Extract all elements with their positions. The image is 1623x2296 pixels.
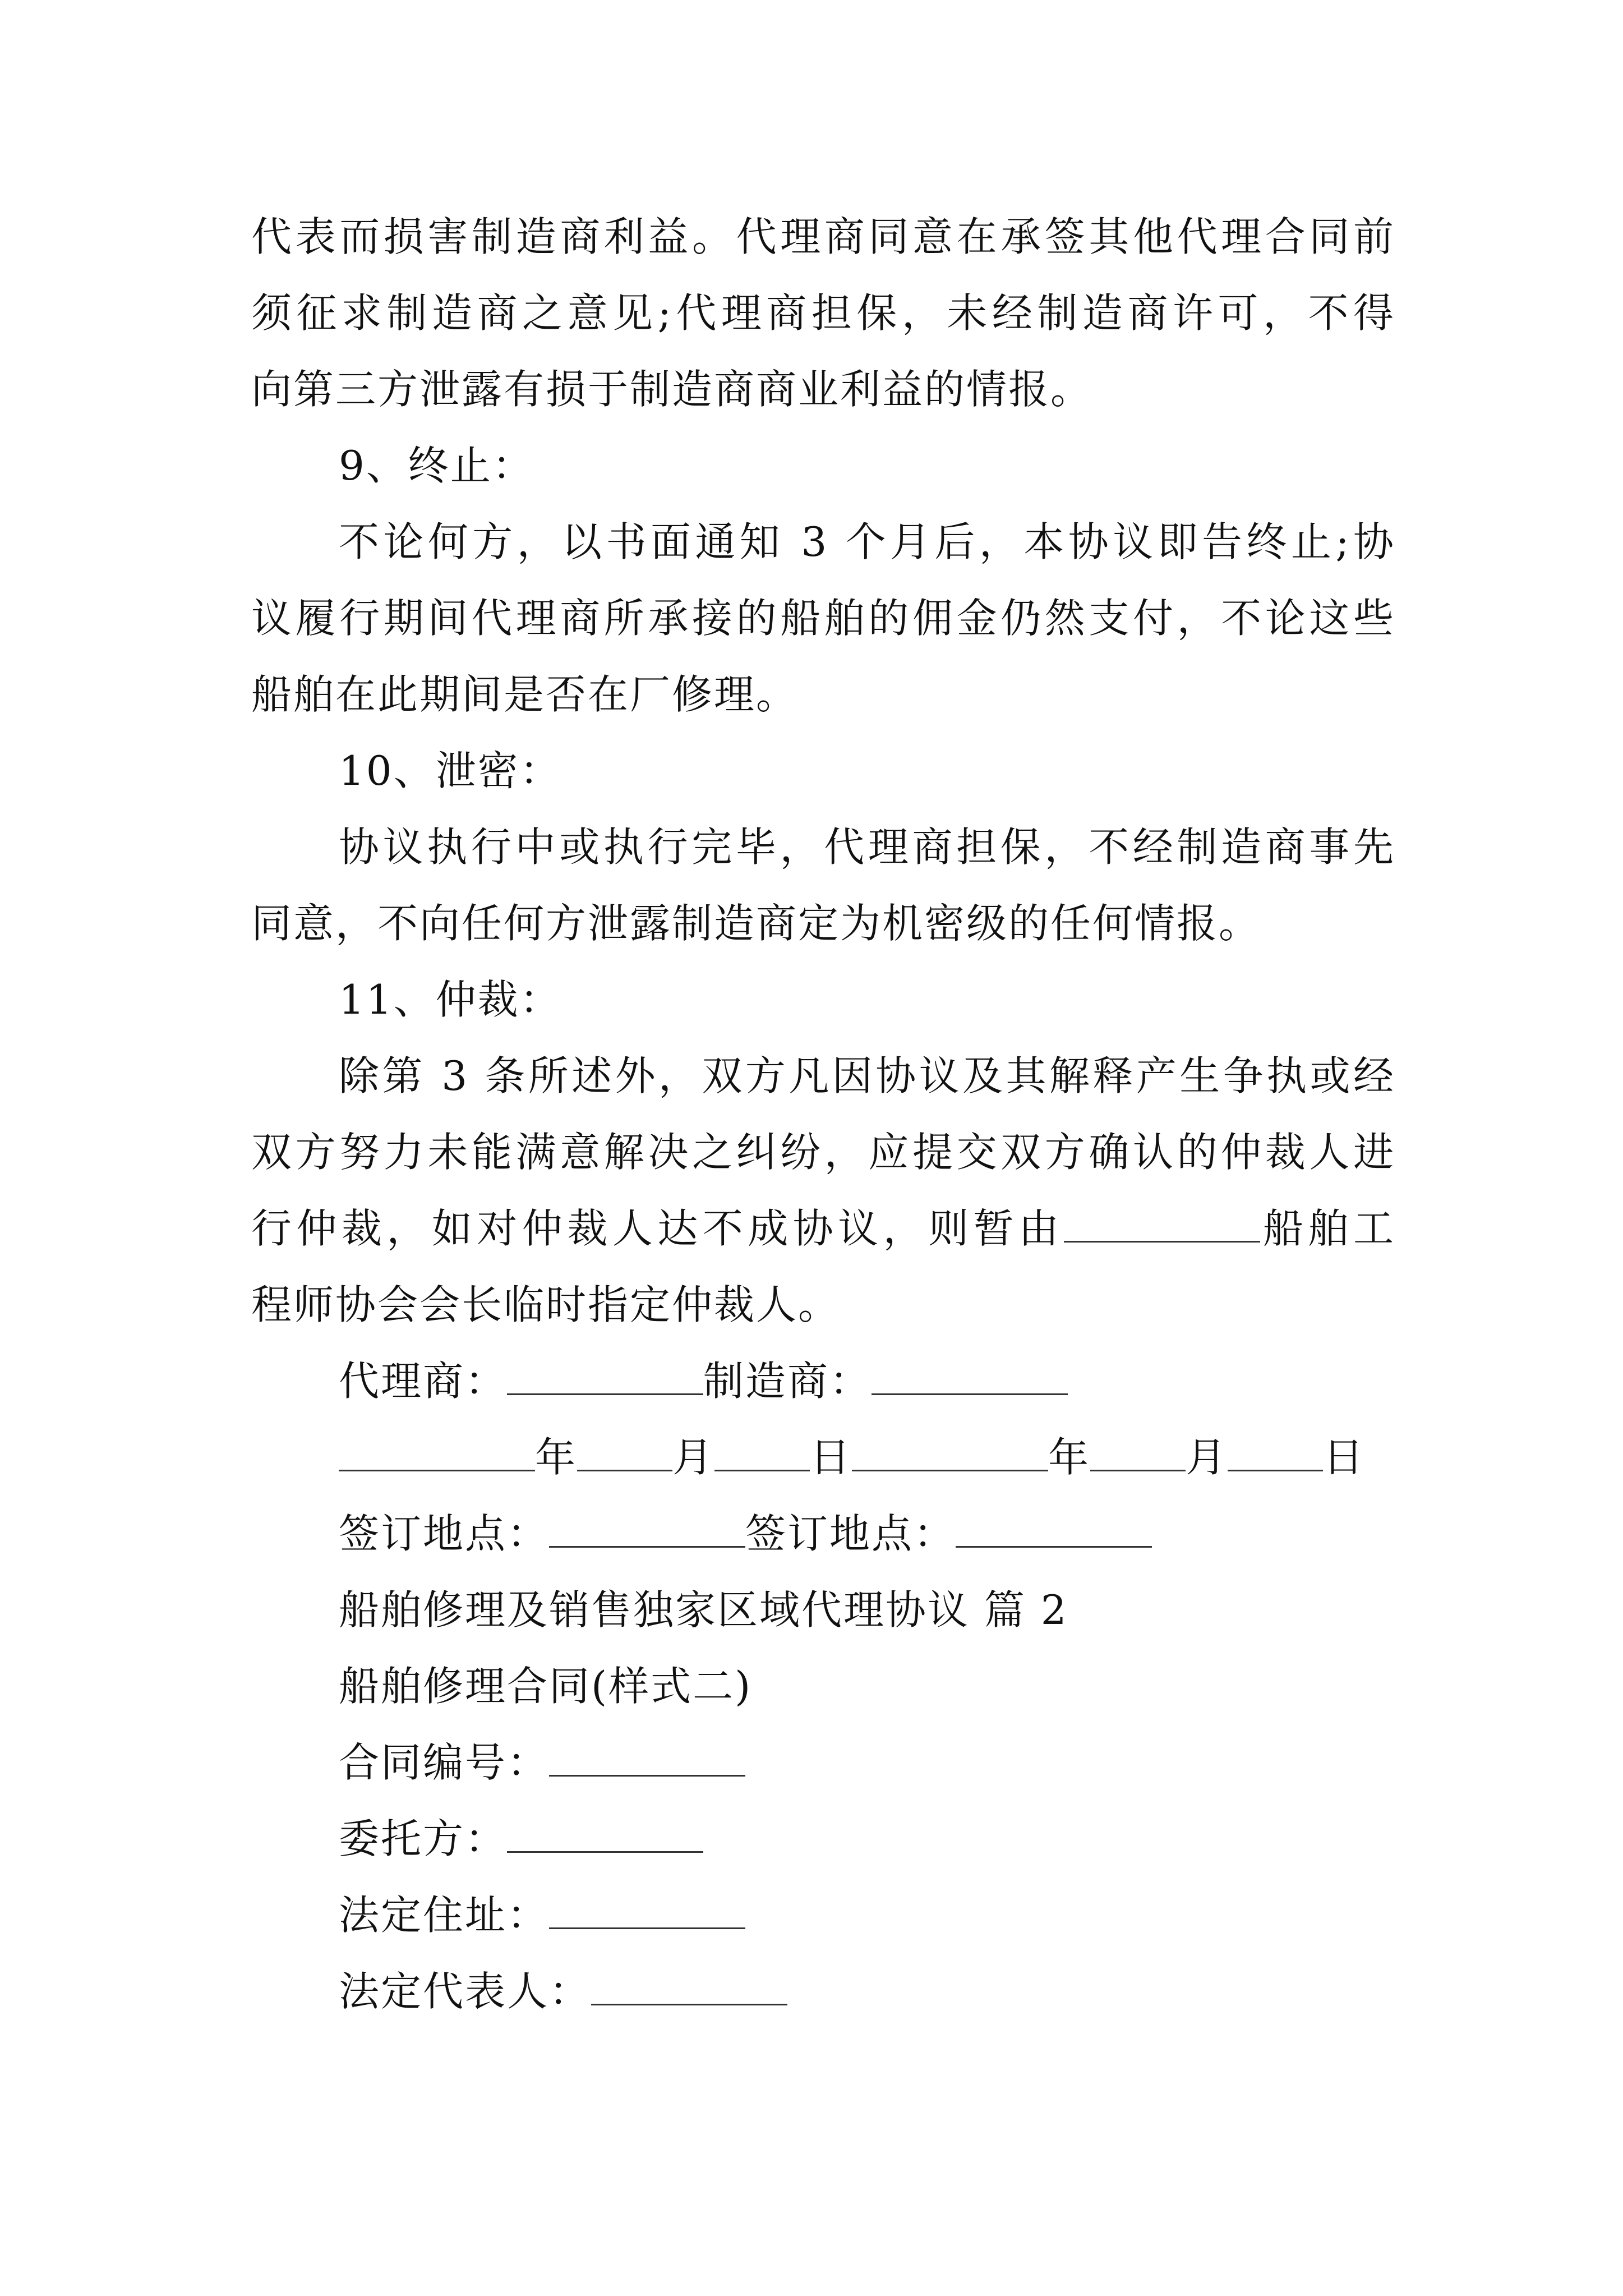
signature-row-places xyxy=(339,1506,1483,1562)
paragraph-line: 代表而损害制造商利益。代理商同意在承签其他代理合同前 xyxy=(251,213,1395,260)
day-label: 日 xyxy=(1323,1434,1366,1481)
place-blank xyxy=(956,1511,1152,1548)
year-label: 年 xyxy=(1048,1434,1091,1481)
paragraph-text: 行仲裁，如对仲裁人达不成协议，则暂由 xyxy=(251,1205,1064,1252)
address-row xyxy=(339,1887,1483,1943)
signature-row-parties xyxy=(339,1353,1483,1409)
month-blank xyxy=(577,1435,672,1471)
representative-row xyxy=(339,1963,1483,2019)
contract-number-blank xyxy=(549,1740,745,1777)
client-label: 委托方： xyxy=(339,1815,508,1862)
paragraph-line xyxy=(251,1200,1395,1257)
place-label: 签订地点： xyxy=(745,1510,956,1557)
day-blank xyxy=(1228,1435,1323,1471)
agent-blank xyxy=(507,1359,703,1395)
month-label: 月 xyxy=(672,1434,715,1481)
paragraph-line: 除第 3 条所述外，双方凡因协议及其解释产生争执或经 xyxy=(339,1052,1395,1099)
place-label: 签订地点： xyxy=(339,1510,550,1557)
section-heading-confidentiality: 10、泄密： xyxy=(339,747,562,794)
year-blank xyxy=(339,1435,535,1471)
client-blank xyxy=(507,1816,703,1853)
paragraph-line: 向第三方泄露有损于制造商商业利益的情报。 xyxy=(251,366,1093,413)
month-blank xyxy=(1090,1435,1186,1471)
section-heading-termination: 9、终止： xyxy=(339,442,534,489)
client-row xyxy=(339,1811,1483,1867)
place-blank xyxy=(549,1511,745,1548)
paragraph-line: 程师协会会长临时指定仲裁人。 xyxy=(251,1281,841,1328)
manufacturer-blank xyxy=(872,1359,1068,1395)
paragraph-line: 须征求制造商之意见;代理商担保，未经制造商许可，不得 xyxy=(251,289,1395,337)
paragraph-line: 不论何方，以书面通知 3 个月后，本协议即告终止;协 xyxy=(339,518,1395,565)
contract-number-row xyxy=(339,1734,1483,1791)
part2-title: 船舶修理及销售独家区域代理协议 篇 2 xyxy=(339,1586,1068,1634)
month-label: 月 xyxy=(1186,1434,1228,1481)
section-heading-arbitration: 11、仲裁： xyxy=(339,976,562,1023)
address-label: 法定住址： xyxy=(339,1892,550,1939)
signature-row-dates xyxy=(339,1429,1483,1485)
representative-label: 法定代表人： xyxy=(339,1968,592,2015)
representative-blank xyxy=(591,1969,787,2005)
address-blank xyxy=(549,1893,745,1929)
day-blank xyxy=(714,1435,810,1471)
agent-label: 代理商： xyxy=(339,1358,508,1405)
day-label: 日 xyxy=(810,1434,852,1481)
paragraph-line: 协议执行中或执行完毕，代理商担保，不经制造商事先 xyxy=(339,823,1395,871)
paragraph-line: 同意，不向任何方泄露制造商定为机密级的任何情报。 xyxy=(251,900,1261,947)
part2-subtitle: 船舶修理合同(样式二) xyxy=(339,1663,753,1710)
year-blank xyxy=(852,1435,1048,1471)
paragraph-line: 双方努力未能满意解决之纠纷，应提交双方确认的仲裁人进 xyxy=(251,1129,1395,1176)
manufacturer-label: 制造商： xyxy=(703,1358,872,1405)
paragraph-line: 议履行期间代理商所承接的船舶的佣金仍然支付，不论这些 xyxy=(251,595,1395,642)
contract-number-label: 合同编号： xyxy=(339,1739,550,1786)
year-label: 年 xyxy=(535,1434,578,1481)
fill-in-blank xyxy=(1064,1206,1260,1243)
paragraph-line: 船舶在此期间是否在厂修理。 xyxy=(251,671,799,718)
paragraph-text: 船舶工 xyxy=(1260,1205,1395,1252)
